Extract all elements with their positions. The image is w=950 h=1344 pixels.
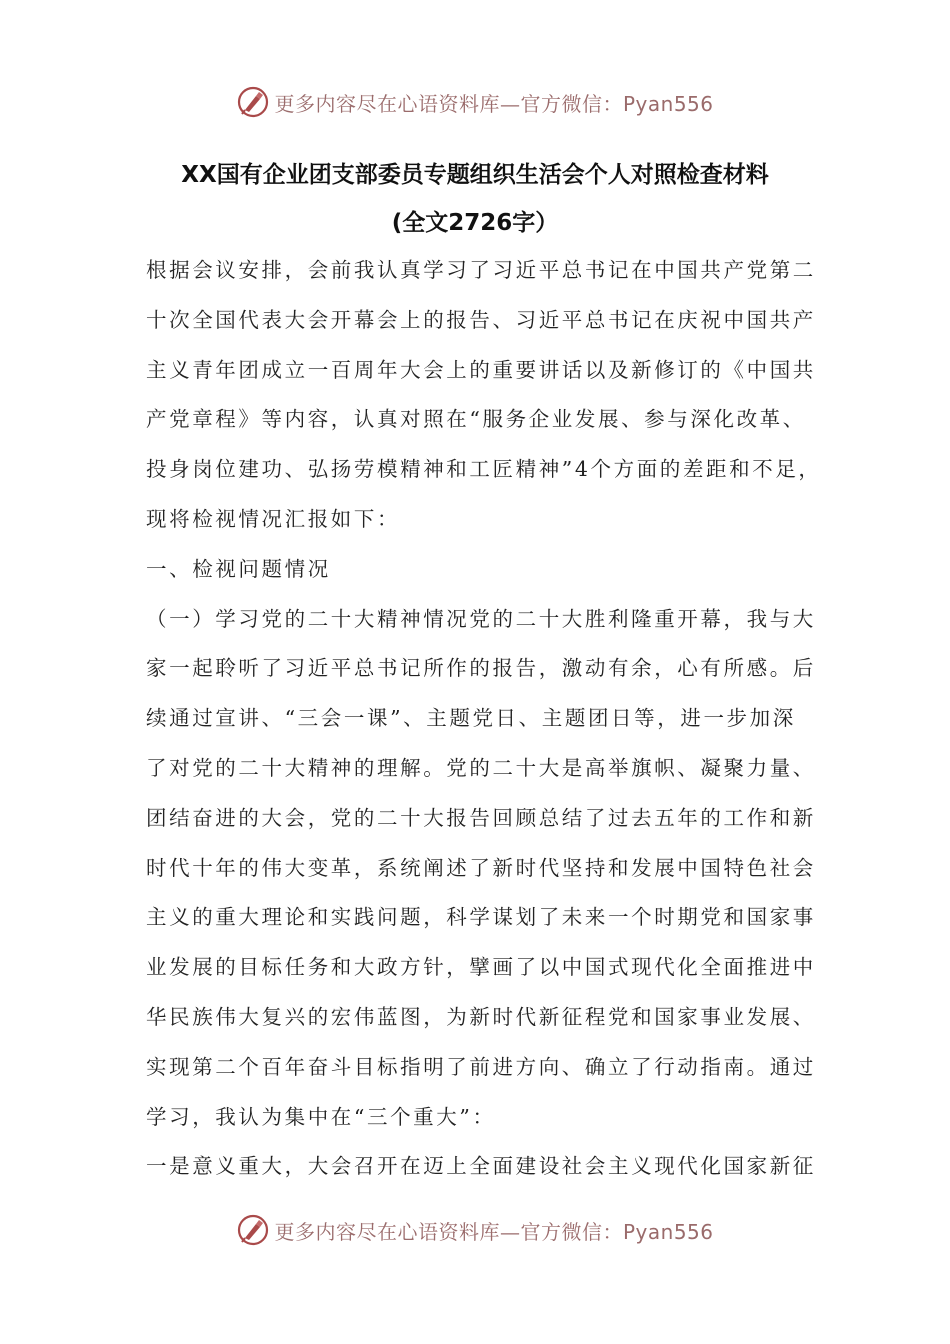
pen-nib-logo-icon	[236, 85, 270, 119]
body-line: 投身岗位建功、弘扬劳模精神和工匠精神”4个方面的差距和不足，	[146, 457, 822, 482]
body-line: 续通过宣讲、“三会一课”、主题党日、主题团日等，进一步加深	[146, 706, 796, 731]
body-line: 根据会议安排，会前我认真学习了习近平总书记在中国共产党第二	[146, 258, 816, 282]
pen-nib-logo-icon	[236, 1213, 270, 1247]
body-line: 了对党的二十大精神的理解。党的二十大是高举旗帜、凝聚力量、	[146, 755, 816, 780]
body-line: 学习，我认为集中在“三个重大”：	[146, 1104, 496, 1129]
body-line: 一是意义重大，大会召开在迈上全面建设社会主义现代化国家新征	[146, 1154, 816, 1179]
body-line: 家一起聆听了习近平总书记所作的报告，激动有余，心有所感。后	[146, 656, 816, 681]
body-line: 主义的重大理论和实践问题，科学谋划了未来一个时期党和国家事	[146, 905, 816, 930]
watermark-text: 更多内容尽在心语资料库—官方微信：Pyan556	[274, 91, 714, 116]
body-line: 主义青年团成立一百周年大会上的重要讲话以及新修订的《中国共	[146, 357, 816, 382]
footer-watermark	[0, 1210, 950, 1250]
body-line: （一）学习党的二十大精神情况党的二十大胜利隆重开幕，我与大	[146, 606, 816, 631]
body-line: 实现第二个百年奋斗目标指明了前进方向、确立了行动指南。通过	[146, 1054, 816, 1079]
section-heading: 一、检视问题情况	[146, 556, 331, 581]
body-line: 产党章程》等内容，认真对照在“服务企业发展、参与深化改革、	[146, 407, 806, 432]
document-title: XX国有企业团支部委员专题组织生活会个人对照检查材料	[181, 162, 769, 188]
watermark-wechat-id: Pyan556	[622, 91, 714, 116]
body-line: 现将检视情况汇报如下：	[146, 506, 401, 531]
watermark-wechat-id: Pyan556	[622, 1219, 714, 1244]
body-line: 华民族伟大复兴的宏伟蓝图，为新时代新征程党和国家事业发展、	[146, 1004, 816, 1029]
document-subtitle: (全文2726字）	[391, 210, 559, 236]
header-watermark	[0, 82, 950, 122]
body-line: 十次全国代表大会开幕会上的报告、习近平总书记在庆祝中国共产	[146, 307, 816, 332]
body-line: 时代十年的伟大变革，系统阐述了新时代坚持和发展中国特色社会	[146, 855, 816, 880]
document-body	[146, 246, 822, 1192]
watermark-text: 更多内容尽在心语资料库—官方微信：Pyan556	[274, 1219, 714, 1244]
body-line: 业发展的目标任务和大政方针，擘画了以中国式现代化全面推进中	[146, 955, 816, 980]
body-line: 团结奋进的大会，党的二十大报告回顾总结了过去五年的工作和新	[146, 805, 816, 830]
